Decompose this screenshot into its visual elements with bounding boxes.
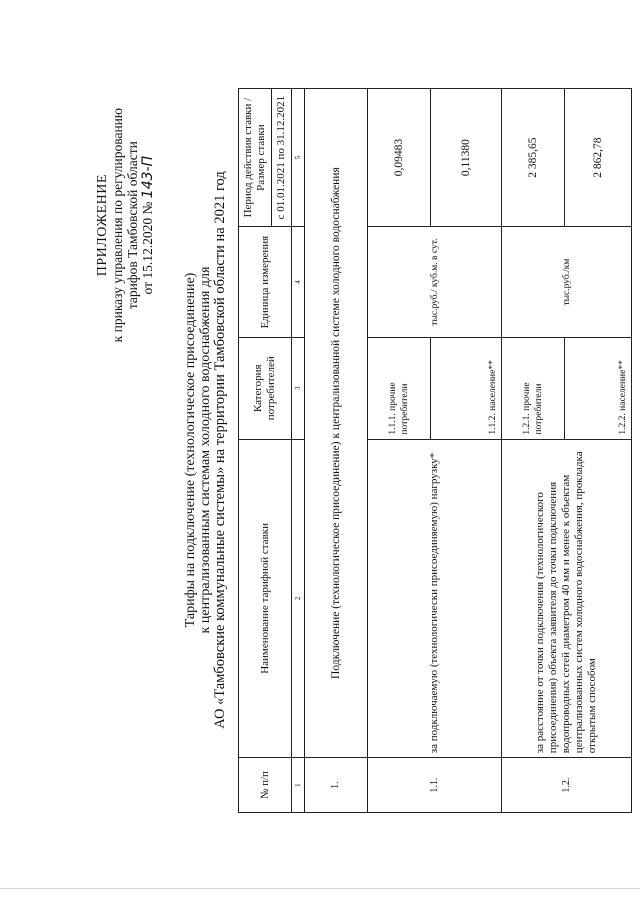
title-line-1: Тарифы на подключение (технологическое присоединение) — [183, 272, 198, 628]
row-1-2-name: за расстояние от точки подключения (технологического присоединения) объекта заявителя до точки подключения водопроводных сетей диаметром 40 мм и менее к объектам централизованных систем холодного водоснабжения, прокладка открытым способом — [502, 439, 632, 758]
col-number-2: 2 — [292, 439, 305, 758]
handwritten-order-number: 143-П — [140, 155, 156, 199]
row-1-2-num: 1.2. — [502, 758, 632, 813]
header-period-range: с 01.01.2021 по 31.12.2021 — [275, 95, 287, 220]
section-title: Подключение (технологическое присоединение) к централизованной системе холодного водоснабжения — [305, 89, 368, 758]
col-number-1: 1 — [292, 758, 305, 813]
header-period — [239, 89, 292, 227]
col-number-4: 4 — [292, 227, 305, 338]
title-line-3: АО «Тамбовские коммунальные системы» на территории Тамбовской области на 2021 год — [212, 171, 228, 729]
appendix-line-1: к приказу управления по регулированию — [110, 108, 125, 343]
row-1-1-unit: тыс.руб./ куб.м. в сут. — [368, 227, 502, 338]
row-1-1-1-value: 0,09483 — [368, 89, 431, 227]
table-header-row — [239, 89, 292, 813]
row-1-1-1-category: 1.1.1. прочие потребители — [368, 337, 431, 439]
col-number-3: 3 — [292, 337, 305, 439]
table-row — [368, 89, 431, 813]
row-1-2-2-value: 2 862,78 — [565, 89, 632, 227]
appendix-block — [95, 108, 156, 342]
row-1-1-2-category: 1.1.2. население** — [431, 337, 502, 439]
document-title — [183, 90, 228, 810]
appendix-line-2: тарифов Тамбовской области — [125, 141, 140, 310]
column-number-row — [292, 89, 305, 813]
header-num: № п/п — [239, 758, 292, 813]
header-period-label: Период действия ставки /Размер ставки — [239, 89, 272, 226]
col-number-5: 5 — [292, 89, 305, 227]
row-1-1-2-value: 0,11380 — [431, 89, 502, 227]
table-row — [502, 89, 565, 813]
appendix-title: ПРИЛОЖЕНИЕ — [95, 174, 110, 277]
row-1-2-1-value: 2 385,65 — [502, 89, 565, 227]
row-1-2-1-category: 1.2.1. прочие потребители — [502, 337, 565, 439]
title-line-2: к централизованным системам холодного водоснабжения для — [198, 266, 213, 634]
appendix-date-line — [140, 108, 156, 342]
header-category: Категория потребителей — [239, 337, 292, 439]
row-1-1-num: 1.1. — [368, 758, 502, 813]
appendix-date: от 15.12.2020 № — [140, 201, 155, 295]
row-1-2-2-category: 1.2.2. население** — [565, 337, 632, 439]
row-1-1-name: за подключаемую (технологически присоединяемую) нагрузку* — [368, 439, 502, 758]
tariff-table — [238, 88, 632, 813]
section-num: 1. — [305, 758, 368, 813]
header-name: Наименование тарифной ставки — [239, 439, 292, 758]
section-row — [305, 89, 368, 813]
header-unit: Единица измерения — [239, 227, 292, 338]
row-1-2-unit: тыс.руб./км — [502, 227, 632, 338]
